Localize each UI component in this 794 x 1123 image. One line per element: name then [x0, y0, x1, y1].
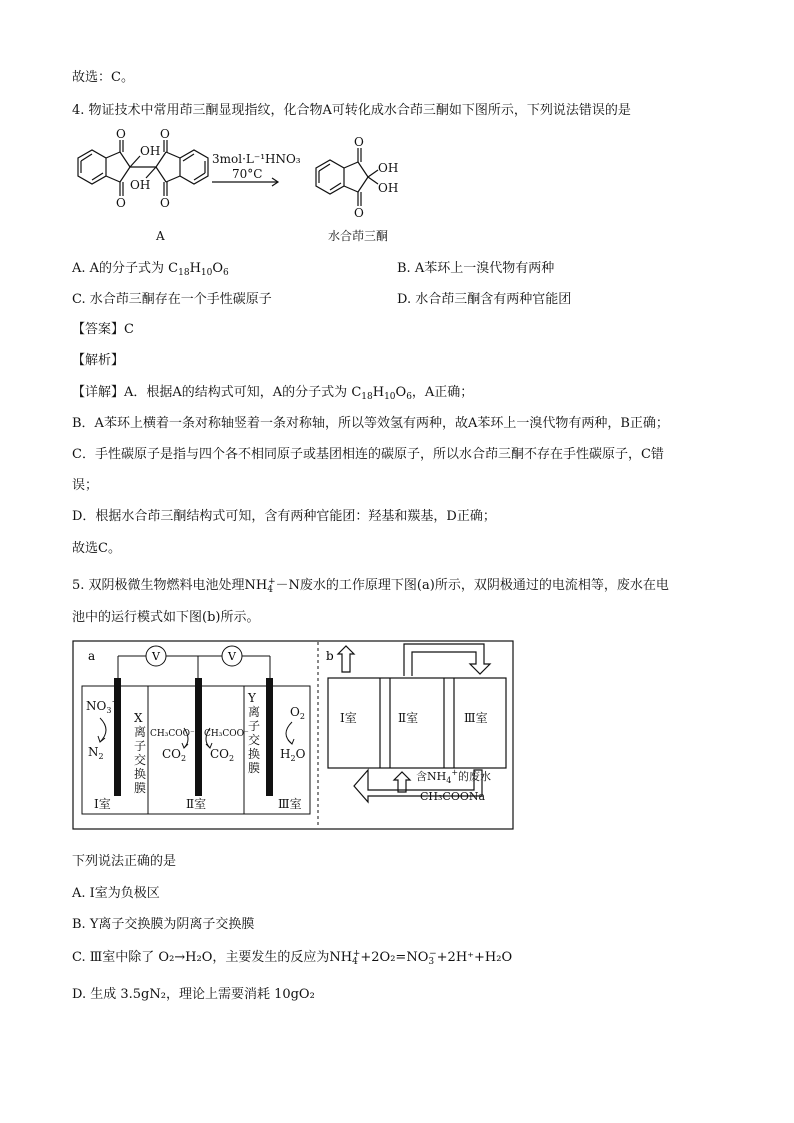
o2-label: $O_2$: [290, 705, 305, 721]
acetate-label: CH₃COO⁻: [150, 729, 195, 739]
q4-conclusion: 故选C。: [72, 541, 121, 556]
q5-option-c: C. Ⅲ室中除了 O₂→H₂O，主要发生的反应为$NH_4^++2O_2=NO_3^-+2H^++H_2O$: [72, 949, 513, 967]
o-label: O: [160, 196, 170, 210]
q5-option-d: D. 生成 3.5gN₂，理论上需要消耗 10gO₂: [72, 987, 315, 1002]
co2-label: $CO_2$: [210, 747, 235, 763]
room2-label: Ⅱ室: [186, 797, 207, 811]
o-label: O: [354, 135, 364, 149]
svg-text:X: X: [134, 711, 143, 725]
oh-label: OH: [378, 161, 399, 175]
x-membrane-label: [134, 711, 146, 795]
q4-analysis-label: 【解析】: [72, 353, 125, 368]
y-membrane-label: [247, 691, 260, 775]
b-room2-label: Ⅱ室: [398, 711, 419, 725]
oh-label: OH: [130, 178, 151, 192]
svg-text:交: 交: [134, 753, 147, 767]
temperature-label: 70°C: [232, 167, 263, 181]
svg-text:子: 子: [134, 739, 147, 753]
reagent-label: 3mol·L⁻¹HNO₃: [212, 152, 301, 166]
wastewater-label: 含$NH_4^+$的废水: [416, 768, 492, 785]
q5-option-a: A. I室为负极区: [72, 886, 160, 901]
water-label: $H_2O$: [280, 747, 306, 763]
svg-text:换: 换: [248, 747, 261, 761]
room3-label: Ⅲ室: [278, 797, 302, 811]
o-label: O: [116, 196, 126, 210]
svg-text:换: 换: [134, 767, 147, 781]
o-label: O: [354, 206, 364, 220]
svg-text:离: 离: [248, 705, 261, 719]
nitrate-label: $NO_3^-$: [86, 697, 119, 715]
n2-label: $N_2$: [88, 745, 104, 761]
q4-detail-a: 【详解】A．根据A的结构式可知，A的分子式为 $C_{18}H_{10}O_6$，A正确；: [72, 385, 474, 402]
q4-stem: 4. 物证技术中常用茚三酮显现指纹，化合物A可转化成水合茚三酮如下图所示，下列说法错误的是: [72, 103, 631, 118]
q4-detail-d: D．根据水合茚三酮结构式可知，含有两种官能团：羟基和羰基，D正确；: [72, 509, 496, 524]
oh-label: OH: [140, 144, 161, 158]
o-label: O: [116, 127, 126, 141]
q4-reaction-figure: [60, 126, 420, 246]
q5-option-b: B. Y离子交换膜为阴离子交换膜: [72, 917, 255, 932]
b-room1-label: Ⅰ室: [340, 711, 357, 725]
svg-text:Y: Y: [248, 691, 256, 705]
q5-stem-line2: 池中的运行模式如下图(b)所示。: [72, 610, 260, 625]
o-label: O: [160, 127, 170, 141]
q4-option-b: B. A苯环上一溴代物有两种: [397, 261, 555, 276]
q4-detail-c1: C．手性碳原子是指与四个各不相同原子或基团相连的碳原子，所以水合茚三酮不存在手性碳原子，C错: [72, 447, 664, 462]
svg-text:膜: 膜: [248, 761, 261, 775]
q4-detail-c2: 误；: [72, 478, 99, 493]
svg-text:子: 子: [248, 719, 261, 733]
q4-option-a: A. A的分子式为 $C_{18}H_{10}O_6$: [72, 261, 229, 278]
co2-label: $CO_2$: [162, 747, 187, 763]
q4-option-c: C. 水合茚三酮存在一个手性碳原子: [72, 292, 272, 307]
voltmeter-icon: V: [152, 650, 160, 663]
figure-a-label: a: [88, 649, 96, 663]
svg-text:离: 离: [134, 725, 147, 739]
product-label: 水合茚三酮: [328, 229, 389, 243]
sodium-acetate-label: CH₃COONa: [420, 790, 486, 803]
room1-label: Ⅰ室: [94, 797, 111, 811]
q5-stem-line1: 5. 双阴极微生物燃料电池处理$NH_4^+-N$废水的工作原理下图(a)所示，双阴极通过的电流相等，废水在电: [72, 577, 669, 595]
q4-detail-b: B．A苯环上横着一条对称轴竖着一条对称轴，所以等效氢有两种，故A苯环上一溴代物有两种，B正确；: [72, 416, 669, 431]
b-room3-label: Ⅲ室: [464, 711, 488, 725]
q5-figure: [72, 640, 514, 830]
compound-a-label: A: [156, 229, 165, 243]
voltmeter-icon: V: [228, 650, 236, 663]
prev-conclusion: 故选：C。: [72, 70, 134, 85]
acetate-label: CH₃COO⁻: [204, 729, 249, 739]
oh-label: OH: [378, 181, 399, 195]
svg-text:膜: 膜: [134, 781, 147, 795]
figure-b-label: b: [326, 649, 334, 663]
q4-option-d: D. 水合茚三酮含有两种官能团: [397, 292, 572, 307]
q4-answer: 【答案】C: [72, 322, 134, 337]
svg-text:交: 交: [248, 733, 261, 747]
q5-prompt: 下列说法正确的是: [72, 854, 177, 869]
